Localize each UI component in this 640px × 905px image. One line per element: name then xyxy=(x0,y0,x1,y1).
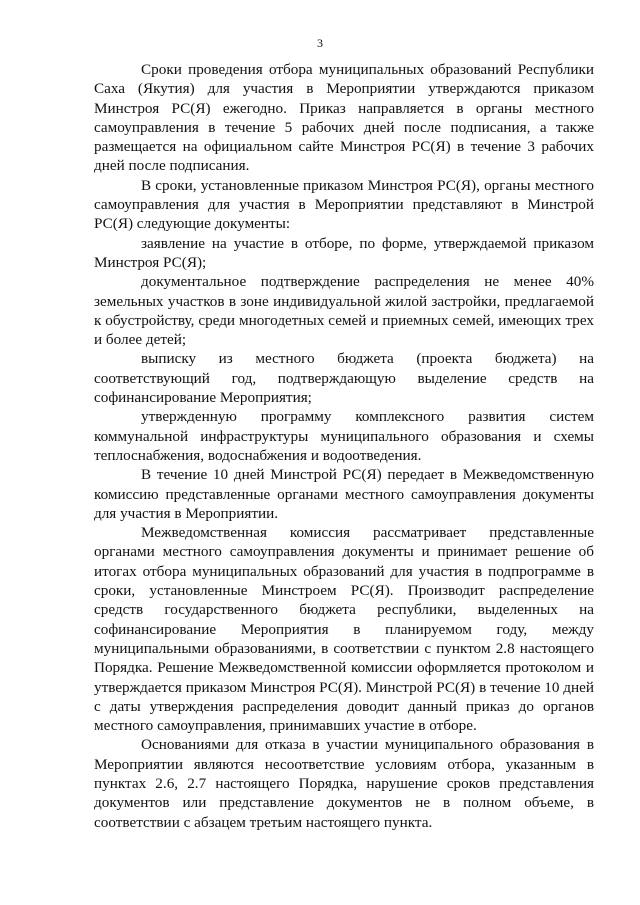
paragraph-commission-decision: Межведомственная комиссия рассматривает представленные органами местного самоуправления документы и принимает решение об итогах отбора муниципальных образований для участия в подпрограмме в сроки, установленные Минстроем РС(Я). Производит распределение средств государственного бюджета республики, выделенных на софинансирование Мероприятия в планируемом году, между муниципальными образованиями, в соответствии с пунктом 2.8 настоящего Порядка. Решение Межведомственной комиссии оформляется протоколом и утверждается приказом Минстроя РС(Я). Минстрой РС(Я) в течение 10 дней с даты утверждения распределения доводит данный приказ до органов местного самоуправления, принимавших участие в отборе. xyxy=(94,524,594,735)
paragraph-budget-extract: выписку из местного бюджета (проекта бюджета) на соответствующий год, подтверждающую выделение средств на софинансирование Мероприятия; xyxy=(94,350,594,407)
paragraph-refusal-grounds: Основаниями для отказа в участии муниципального образования в Мероприятии являются несоответствие условиям отбора, указанным в пунктах 2.6, 2.7 настоящего Порядка, нарушение сроков представления документов или представление документов не в полном объеме, в соответствии с абзацем третьим настоящего пункта. xyxy=(94,736,594,831)
paragraph-required-documents-intro: В сроки, установленные приказом Минстроя РС(Я), органы местного самоуправления для участия в Мероприятии представляют в Минстрой РС(Я) следующие документы: xyxy=(94,176,594,233)
paragraph-transfer-to-commission: В течение 10 дней Минстрой РС(Я) передает в Межведомственную комиссию представленные органами местного самоуправления документы для участия в Мероприятии. xyxy=(94,466,594,522)
paragraph-selection-schedule: Сроки проведения отбора муниципальных образований Республики Саха (Якутия) для участия в Мероприятии утверждаются приказом Минстроя РС(Я) ежегодно. Приказ направляется в органы местного самоуправления в течение 5 рабочих дней после подписания, а также размещается на официальном сайте Минстроя РС(Я) в течение 3 рабочих дней после подписания. xyxy=(94,61,594,175)
paragraph-application-form: заявление на участие в отборе, по форме, утверждаемой приказом Минстроя РС(Я); xyxy=(94,234,594,271)
document-body xyxy=(94,60,594,832)
paragraph-infrastructure-program: утвержденную программу комплексного развития систем коммунальной инфраструктуры муниципального образования и схемы теплоснабжения, водоснабжения и водоотведения. xyxy=(94,408,594,464)
page-number: 3 xyxy=(317,36,323,50)
paragraph-land-distribution-proof: документальное подтверждение распределения не менее 40% земельных участков в зоне индивидуальной жилой застройки, предлагаемой к обустройству, среди многодетных семей и приемных семей, имеющих трех и более детей; xyxy=(94,273,594,349)
